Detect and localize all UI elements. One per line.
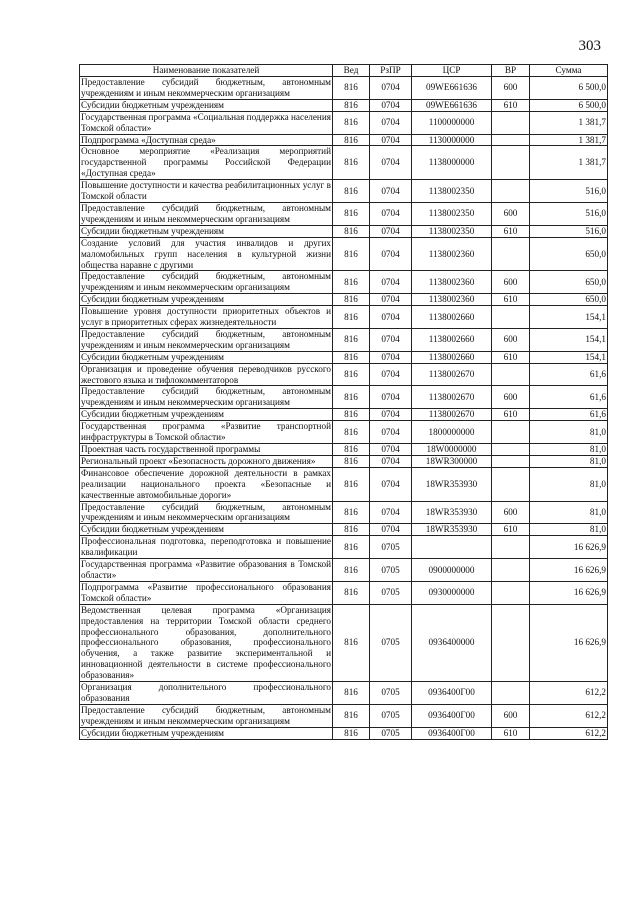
cell-ved: 816: [333, 581, 370, 604]
table-row: [80, 237, 608, 271]
cell-ved: 816: [333, 146, 370, 180]
cell-csr: 1138000000: [412, 146, 492, 180]
cell-rzpr: 0704: [370, 524, 412, 536]
cell-sum: 650,0: [530, 294, 608, 306]
header-rzpr: РзПР: [370, 65, 412, 77]
cell-csr: 18WR353930: [412, 501, 492, 524]
cell-sum: 81,0: [530, 467, 608, 501]
cell-sum: 16 626,9: [530, 559, 608, 582]
cell-rzpr: 0705: [370, 682, 412, 705]
table-row: [80, 202, 608, 225]
cell-vr: [492, 421, 530, 444]
cell-vr: [492, 363, 530, 386]
cell-csr: 0936400Г00: [412, 704, 492, 727]
cell-ved: 816: [333, 604, 370, 681]
table-row: [80, 727, 608, 739]
cell-ved: 816: [333, 501, 370, 524]
cell-vr: [492, 444, 530, 456]
table-row: [80, 225, 608, 237]
cell-vr: 610: [492, 409, 530, 421]
table-row: [80, 581, 608, 604]
table-row: [80, 501, 608, 524]
cell-rzpr: 0704: [370, 99, 412, 111]
cell-ved: 816: [333, 444, 370, 456]
cell-rzpr: 0704: [370, 237, 412, 271]
cell-sum: 61,6: [530, 363, 608, 386]
cell-vr: 610: [492, 524, 530, 536]
cell-vr: 600: [492, 704, 530, 727]
table-row: [80, 704, 608, 727]
cell-sum: 154,1: [530, 306, 608, 329]
cell-name: Государственная программа «Развитие транспортной инфраструктуры в Томской области»: [81, 421, 331, 443]
table-row: [80, 146, 608, 180]
cell-ved: 816: [333, 455, 370, 467]
table-header: [80, 65, 608, 77]
cell-name: Субсидии бюджетным учреждениям: [80, 351, 333, 363]
cell-rzpr: 0704: [370, 444, 412, 456]
cell-csr: 0936400000: [412, 604, 492, 681]
cell-rzpr: 0704: [370, 271, 412, 294]
cell-vr: [492, 237, 530, 271]
cell-ved: 816: [333, 294, 370, 306]
table-row: [80, 386, 608, 409]
cell-name: Ведомственная целевая программа «Организация предоставления на территории Томской области среднего профессионального образования, дополнительного профессионального образования, профессионального обучения, а также развитие экспериментальной и инновационной деятельности в системе профессионального образования»: [81, 604, 331, 681]
cell-vr: 610: [492, 99, 530, 111]
cell-rzpr: 0704: [370, 351, 412, 363]
cell-vr: 610: [492, 727, 530, 739]
page-number: 303: [578, 38, 601, 54]
cell-vr: 600: [492, 501, 530, 524]
cell-name: Повышение уровня доступности приоритетных объектов и услуг в приоритетных сферах жизнедеятельности: [81, 306, 331, 328]
cell-rzpr: 0705: [370, 581, 412, 604]
cell-sum: 516,0: [530, 180, 608, 203]
cell-name: Предоставление субсидий бюджетным, автономным учреждениям и иным некоммерческим организациям: [81, 386, 331, 408]
cell-csr: 1138002670: [412, 363, 492, 386]
cell-sum: 81,0: [530, 501, 608, 524]
table-row: [80, 351, 608, 363]
cell-rzpr: 0704: [370, 467, 412, 501]
cell-ved: 816: [333, 202, 370, 225]
cell-name: Профессиональная подготовка, переподготовка и повышение квалификации: [81, 536, 331, 558]
header-row: [80, 65, 608, 77]
cell-vr: 600: [492, 77, 530, 100]
table-row: [80, 306, 608, 329]
cell-csr: 0900000000: [412, 559, 492, 582]
cell-rzpr: 0704: [370, 386, 412, 409]
table-row: [80, 421, 608, 444]
cell-vr: 610: [492, 351, 530, 363]
cell-ved: 816: [333, 306, 370, 329]
table-row: [80, 271, 608, 294]
cell-name: Субсидии бюджетным учреждениям: [80, 727, 333, 739]
table-row: [80, 682, 608, 705]
cell-ved: 816: [333, 386, 370, 409]
cell-vr: [492, 455, 530, 467]
cell-sum: 1 381,7: [530, 146, 608, 180]
cell-ved: 816: [333, 536, 370, 559]
cell-ved: 816: [333, 704, 370, 727]
cell-vr: [492, 604, 530, 681]
table-row: [80, 409, 608, 421]
cell-sum: 154,1: [530, 328, 608, 351]
cell-vr: 610: [492, 294, 530, 306]
cell-csr: 1130000000: [412, 134, 492, 146]
cell-name: Субсидии бюджетным учреждениям: [80, 409, 333, 421]
cell-name: Финансовое обеспечение дорожной деятельности в рамках реализации национального проекта «Безопасные и качественные автомобильные дороги»: [81, 467, 331, 500]
cell-sum: 516,0: [530, 202, 608, 225]
cell-csr: 0930000000: [412, 581, 492, 604]
cell-csr: 1138002660: [412, 306, 492, 329]
cell-csr: 1138002360: [412, 271, 492, 294]
cell-csr: 1138002660: [412, 328, 492, 351]
cell-sum: 81,0: [530, 421, 608, 444]
cell-sum: 650,0: [530, 237, 608, 271]
cell-rzpr: 0704: [370, 306, 412, 329]
cell-ved: 816: [333, 225, 370, 237]
table-body: [80, 77, 608, 740]
cell-sum: 16 626,9: [530, 604, 608, 681]
cell-rzpr: 0704: [370, 134, 412, 146]
cell-sum: 650,0: [530, 271, 608, 294]
cell-sum: 81,0: [530, 524, 608, 536]
cell-rzpr: 0704: [370, 363, 412, 386]
cell-vr: [492, 559, 530, 582]
cell-ved: 816: [333, 363, 370, 386]
cell-sum: 6 500,0: [530, 99, 608, 111]
cell-rzpr: 0704: [370, 146, 412, 180]
cell-sum: 81,0: [530, 455, 608, 467]
table-row: [80, 363, 608, 386]
cell-name: Основное мероприятие «Реализация мероприятий государственной программы Российской Федерации «Доступная среда»: [81, 146, 331, 179]
table-row: [80, 455, 608, 467]
cell-ved: 816: [333, 727, 370, 739]
cell-csr: 1138002670: [412, 386, 492, 409]
cell-rzpr: 0704: [370, 421, 412, 444]
cell-sum: 612,2: [530, 704, 608, 727]
cell-sum: 16 626,9: [530, 536, 608, 559]
cell-rzpr: 0704: [370, 77, 412, 100]
cell-rzpr: 0705: [370, 727, 412, 739]
cell-name: Региональный проект «Безопасность дорожного движения»: [80, 455, 333, 467]
table-row: [80, 524, 608, 536]
cell-csr: 0936400Г00: [412, 727, 492, 739]
cell-ved: 816: [333, 237, 370, 271]
cell-ved: 816: [333, 111, 370, 134]
cell-csr: 1800000000: [412, 421, 492, 444]
cell-ved: 816: [333, 682, 370, 705]
cell-rzpr: 0704: [370, 455, 412, 467]
budget-table: [79, 64, 608, 740]
cell-name: Государственная программа «Социальная поддержка населения Томской области»: [81, 111, 331, 133]
cell-sum: 1 381,7: [530, 134, 608, 146]
cell-csr: 18WR353930: [412, 467, 492, 501]
cell-csr: 1138002360: [412, 294, 492, 306]
table-row: [80, 77, 608, 100]
cell-name: Повышение доступности и качества реабилитационных услуг в Томской области: [81, 180, 331, 202]
cell-sum: 612,2: [530, 727, 608, 739]
cell-name: Субсидии бюджетным учреждениям: [80, 524, 333, 536]
cell-csr: 18WR353930: [412, 524, 492, 536]
cell-csr: 18WR300000: [412, 455, 492, 467]
cell-name: Организация дополнительного профессионального образования: [81, 682, 331, 703]
cell-name: Создание условий для участия инвалидов и других маломобильных групп населения в культурной жизни общества наравне с другими: [81, 237, 331, 270]
cell-name: Предоставление субсидий бюджетным, автономным учреждениям и иным некоммерческим организациям: [81, 77, 331, 98]
cell-csr: [412, 536, 492, 559]
cell-vr: 610: [492, 225, 530, 237]
header-ved: Вед: [333, 65, 370, 77]
table-row: [80, 559, 608, 582]
table-row: [80, 294, 608, 306]
cell-vr: [492, 111, 530, 134]
cell-sum: 16 626,9: [530, 581, 608, 604]
cell-csr: 1138002350: [412, 202, 492, 225]
cell-name: Государственная программа «Развитие образования в Томской области»: [81, 559, 331, 580]
cell-ved: 816: [333, 409, 370, 421]
table-row: [80, 536, 608, 559]
cell-rzpr: 0704: [370, 225, 412, 237]
header-vr: ВР: [492, 65, 530, 77]
cell-rzpr: 0704: [370, 328, 412, 351]
cell-sum: 81,0: [530, 444, 608, 456]
table-row: [80, 180, 608, 203]
cell-sum: 154,1: [530, 351, 608, 363]
cell-ved: 816: [333, 524, 370, 536]
cell-name: Субсидии бюджетным учреждениям: [80, 225, 333, 237]
cell-ved: 816: [333, 271, 370, 294]
cell-rzpr: 0704: [370, 409, 412, 421]
cell-name: Проектная часть государственной программы: [80, 444, 333, 456]
cell-vr: [492, 581, 530, 604]
cell-sum: 516,0: [530, 225, 608, 237]
cell-csr: 1100000000: [412, 111, 492, 134]
table-row: [80, 467, 608, 501]
cell-ved: 816: [333, 134, 370, 146]
cell-name: Подпрограмма «Развитие профессионального образования Томской области»: [81, 581, 331, 603]
table-row: [80, 99, 608, 111]
cell-ved: 816: [333, 421, 370, 444]
cell-csr: 09WE661636: [412, 99, 492, 111]
cell-csr: 0936400Г00: [412, 682, 492, 705]
cell-ved: 816: [333, 328, 370, 351]
cell-vr: [492, 180, 530, 203]
table-row: [80, 604, 608, 681]
cell-name: Предоставление субсидий бюджетным, автономным учреждениям и иным некоммерческим организациям: [81, 704, 331, 726]
cell-vr: [492, 306, 530, 329]
cell-sum: 6 500,0: [530, 77, 608, 100]
table-row: [80, 134, 608, 146]
cell-vr: [492, 467, 530, 501]
cell-rzpr: 0705: [370, 559, 412, 582]
cell-vr: 600: [492, 328, 530, 351]
cell-rzpr: 0704: [370, 294, 412, 306]
cell-rzpr: 0705: [370, 536, 412, 559]
cell-ved: 816: [333, 351, 370, 363]
cell-csr: 09WE661636: [412, 77, 492, 100]
cell-vr: [492, 146, 530, 180]
cell-csr: 1138002670: [412, 409, 492, 421]
cell-rzpr: 0704: [370, 501, 412, 524]
cell-rzpr: 0704: [370, 180, 412, 203]
cell-name: Предоставление субсидий бюджетным, автономным учреждениям и иным некоммерческим организациям: [81, 271, 331, 293]
cell-sum: 612,2: [530, 682, 608, 705]
cell-vr: 600: [492, 271, 530, 294]
cell-rzpr: 0705: [370, 704, 412, 727]
cell-name: Предоставление субсидий бюджетным, автономным учреждениям и иным некоммерческим организациям: [81, 328, 331, 350]
cell-vr: [492, 134, 530, 146]
cell-name: Субсидии бюджетным учреждениям: [80, 294, 333, 306]
cell-name: Субсидии бюджетным учреждениям: [80, 99, 333, 111]
cell-ved: 816: [333, 180, 370, 203]
cell-csr: 18W0000000: [412, 444, 492, 456]
cell-name: Подпрограмма «Доступная среда»: [80, 134, 333, 146]
cell-csr: 1138002350: [412, 180, 492, 203]
cell-name: Предоставление субсидий бюджетным, автономным учреждениям и иным некоммерческим организациям: [81, 202, 331, 224]
header-csr: ЦСР: [412, 65, 492, 77]
cell-ved: 816: [333, 77, 370, 100]
header-name: Наименование показателей: [80, 65, 333, 77]
table-row: [80, 111, 608, 134]
cell-rzpr: 0705: [370, 604, 412, 681]
cell-vr: 600: [492, 202, 530, 225]
cell-vr: [492, 536, 530, 559]
cell-vr: 600: [492, 386, 530, 409]
cell-csr: 1138002350: [412, 225, 492, 237]
cell-ved: 816: [333, 559, 370, 582]
cell-sum: 1 381,7: [530, 111, 608, 134]
header-sum: Сумма: [530, 65, 608, 77]
cell-ved: 816: [333, 99, 370, 111]
cell-csr: 1138002360: [412, 237, 492, 271]
cell-csr: 1138002660: [412, 351, 492, 363]
cell-sum: 61,6: [530, 386, 608, 409]
cell-rzpr: 0704: [370, 111, 412, 134]
table-row: [80, 444, 608, 456]
cell-name: Организация и проведение обучения переводчиков русского жестового языка и тифлокомментаторов: [81, 363, 331, 385]
table-row: [80, 328, 608, 351]
cell-rzpr: 0704: [370, 202, 412, 225]
cell-vr: [492, 682, 530, 705]
cell-name: Предоставление субсидий бюджетным, автономным учреждениям и иным некоммерческим организациям: [81, 501, 331, 523]
cell-ved: 816: [333, 467, 370, 501]
cell-sum: 61,6: [530, 409, 608, 421]
